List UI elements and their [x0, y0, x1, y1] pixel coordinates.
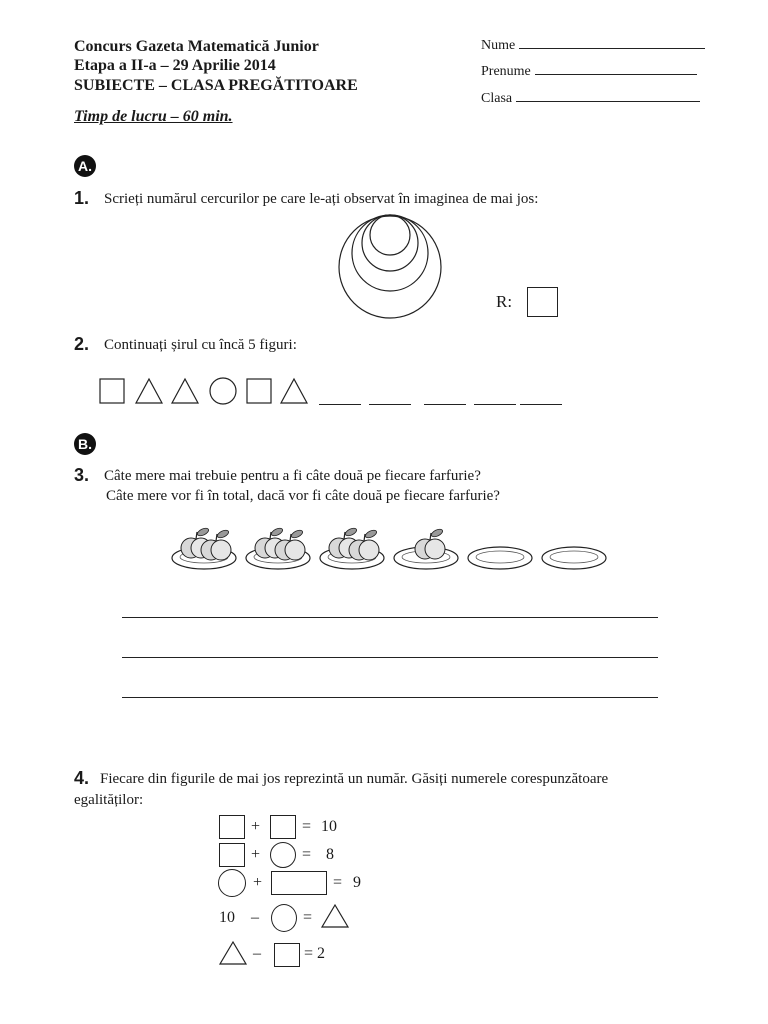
plate-1 [172, 527, 236, 569]
eq3-equals: = [333, 874, 343, 891]
eq2-equals: = [302, 846, 312, 863]
plate-6 [542, 547, 606, 569]
class-label: Clasa [481, 91, 513, 106]
q3-text-1: Câte mere mai trebuie pentru a fi câte două pe fiecare farfurie? [104, 468, 481, 484]
q2-text: Continuați șirul cu încă 5 figuri: [104, 337, 297, 353]
eq4-circle[interactable] [271, 904, 297, 932]
eq3-rectangle[interactable] [271, 871, 327, 895]
eq5-equals: = [304, 945, 314, 962]
seq-blank-2[interactable] [369, 403, 411, 405]
name-label: Nume [481, 38, 516, 53]
eq3-circle[interactable] [218, 869, 246, 897]
eq2-plus: + [251, 846, 261, 863]
eq1-result: 10 [321, 818, 337, 835]
eq1-plus: + [251, 818, 261, 835]
q2-number: 2. [74, 334, 90, 354]
q1-text: Scrieți numărul cercurilor pe care le-ați observat în imaginea de mai jos: [104, 191, 539, 207]
answer-line-3[interactable] [122, 696, 658, 698]
plate-2 [246, 527, 310, 569]
eq5-result: 2 [317, 945, 325, 962]
q4-number: 4. [74, 768, 90, 788]
class-field[interactable] [481, 89, 700, 107]
plate-5 [468, 547, 532, 569]
seq-blank-5[interactable] [520, 403, 562, 405]
plate-4 [394, 528, 458, 569]
seq-blank-1[interactable] [319, 403, 361, 405]
surname-field[interactable] [481, 62, 697, 80]
apple-icon [415, 528, 445, 559]
nested-circles-figure [330, 210, 450, 322]
stage-date: Etapa a II-a – 29 Aprilie 2014 [74, 57, 276, 74]
seq-triangle-1 [136, 379, 162, 403]
seq-triangle-2 [172, 379, 198, 403]
q3-text-2: Câte mere vor fi în total, dacă vor fi câte două pe fiecare farfurie? [106, 488, 500, 504]
grade-subject: SUBIECTE – CLASA PREGĂTITOARE [74, 77, 358, 94]
surname-label: Prenume [481, 64, 531, 79]
seq-circle-1 [210, 378, 236, 404]
q4-text-1: Fiecare din figurile de mai jos reprezintă un număr. Găsiți numerele corespunzătoare [100, 771, 609, 787]
name-field[interactable] [481, 36, 705, 54]
plates-with-apples [168, 520, 620, 580]
q4-text-2: egalităților: [74, 792, 144, 808]
q3-number: 3. [74, 465, 90, 485]
seq-square-2 [247, 379, 271, 403]
class-line[interactable] [516, 89, 700, 102]
section-b-badge: B. [74, 433, 96, 455]
eq1-square-b[interactable] [270, 815, 296, 839]
seq-triangle-3 [281, 379, 307, 403]
eq4-left: 10 [219, 909, 235, 926]
q1-answer-box[interactable] [527, 287, 558, 317]
eq5-minus: – [253, 945, 261, 962]
contest-title: Concurs Gazeta Matematică Junior [74, 38, 319, 55]
q1-answer-label: R: [496, 292, 513, 311]
eq1-equals: = [302, 818, 312, 835]
shape-sequence [96, 374, 318, 408]
circle-small [370, 215, 410, 255]
circle-medium [362, 215, 418, 271]
eq2-circle[interactable] [270, 842, 296, 868]
plate-3 [320, 527, 384, 569]
eq3-plus: + [253, 874, 263, 891]
eq2-square[interactable] [219, 843, 245, 867]
section-a-badge: A. [74, 155, 96, 177]
surname-line[interactable] [535, 62, 697, 75]
seq-blank-4[interactable] [474, 403, 516, 405]
answer-line-2[interactable] [122, 656, 658, 658]
q1-number: 1. [74, 188, 90, 208]
seq-square-1 [100, 379, 124, 403]
name-line[interactable] [519, 36, 705, 49]
seq-blank-3[interactable] [424, 403, 466, 405]
eq5-triangle[interactable] [218, 940, 248, 966]
answer-line-1[interactable] [122, 616, 658, 618]
eq5-square[interactable] [274, 943, 300, 967]
eq2-result: 8 [326, 846, 334, 863]
time-limit: Timp de lucru – 60 min. [74, 108, 233, 125]
eq4-minus: – [251, 909, 259, 926]
eq4-equals: = [303, 909, 313, 926]
eq3-result: 9 [353, 874, 361, 891]
eq1-square-a[interactable] [219, 815, 245, 839]
eq4-triangle[interactable] [320, 903, 350, 929]
